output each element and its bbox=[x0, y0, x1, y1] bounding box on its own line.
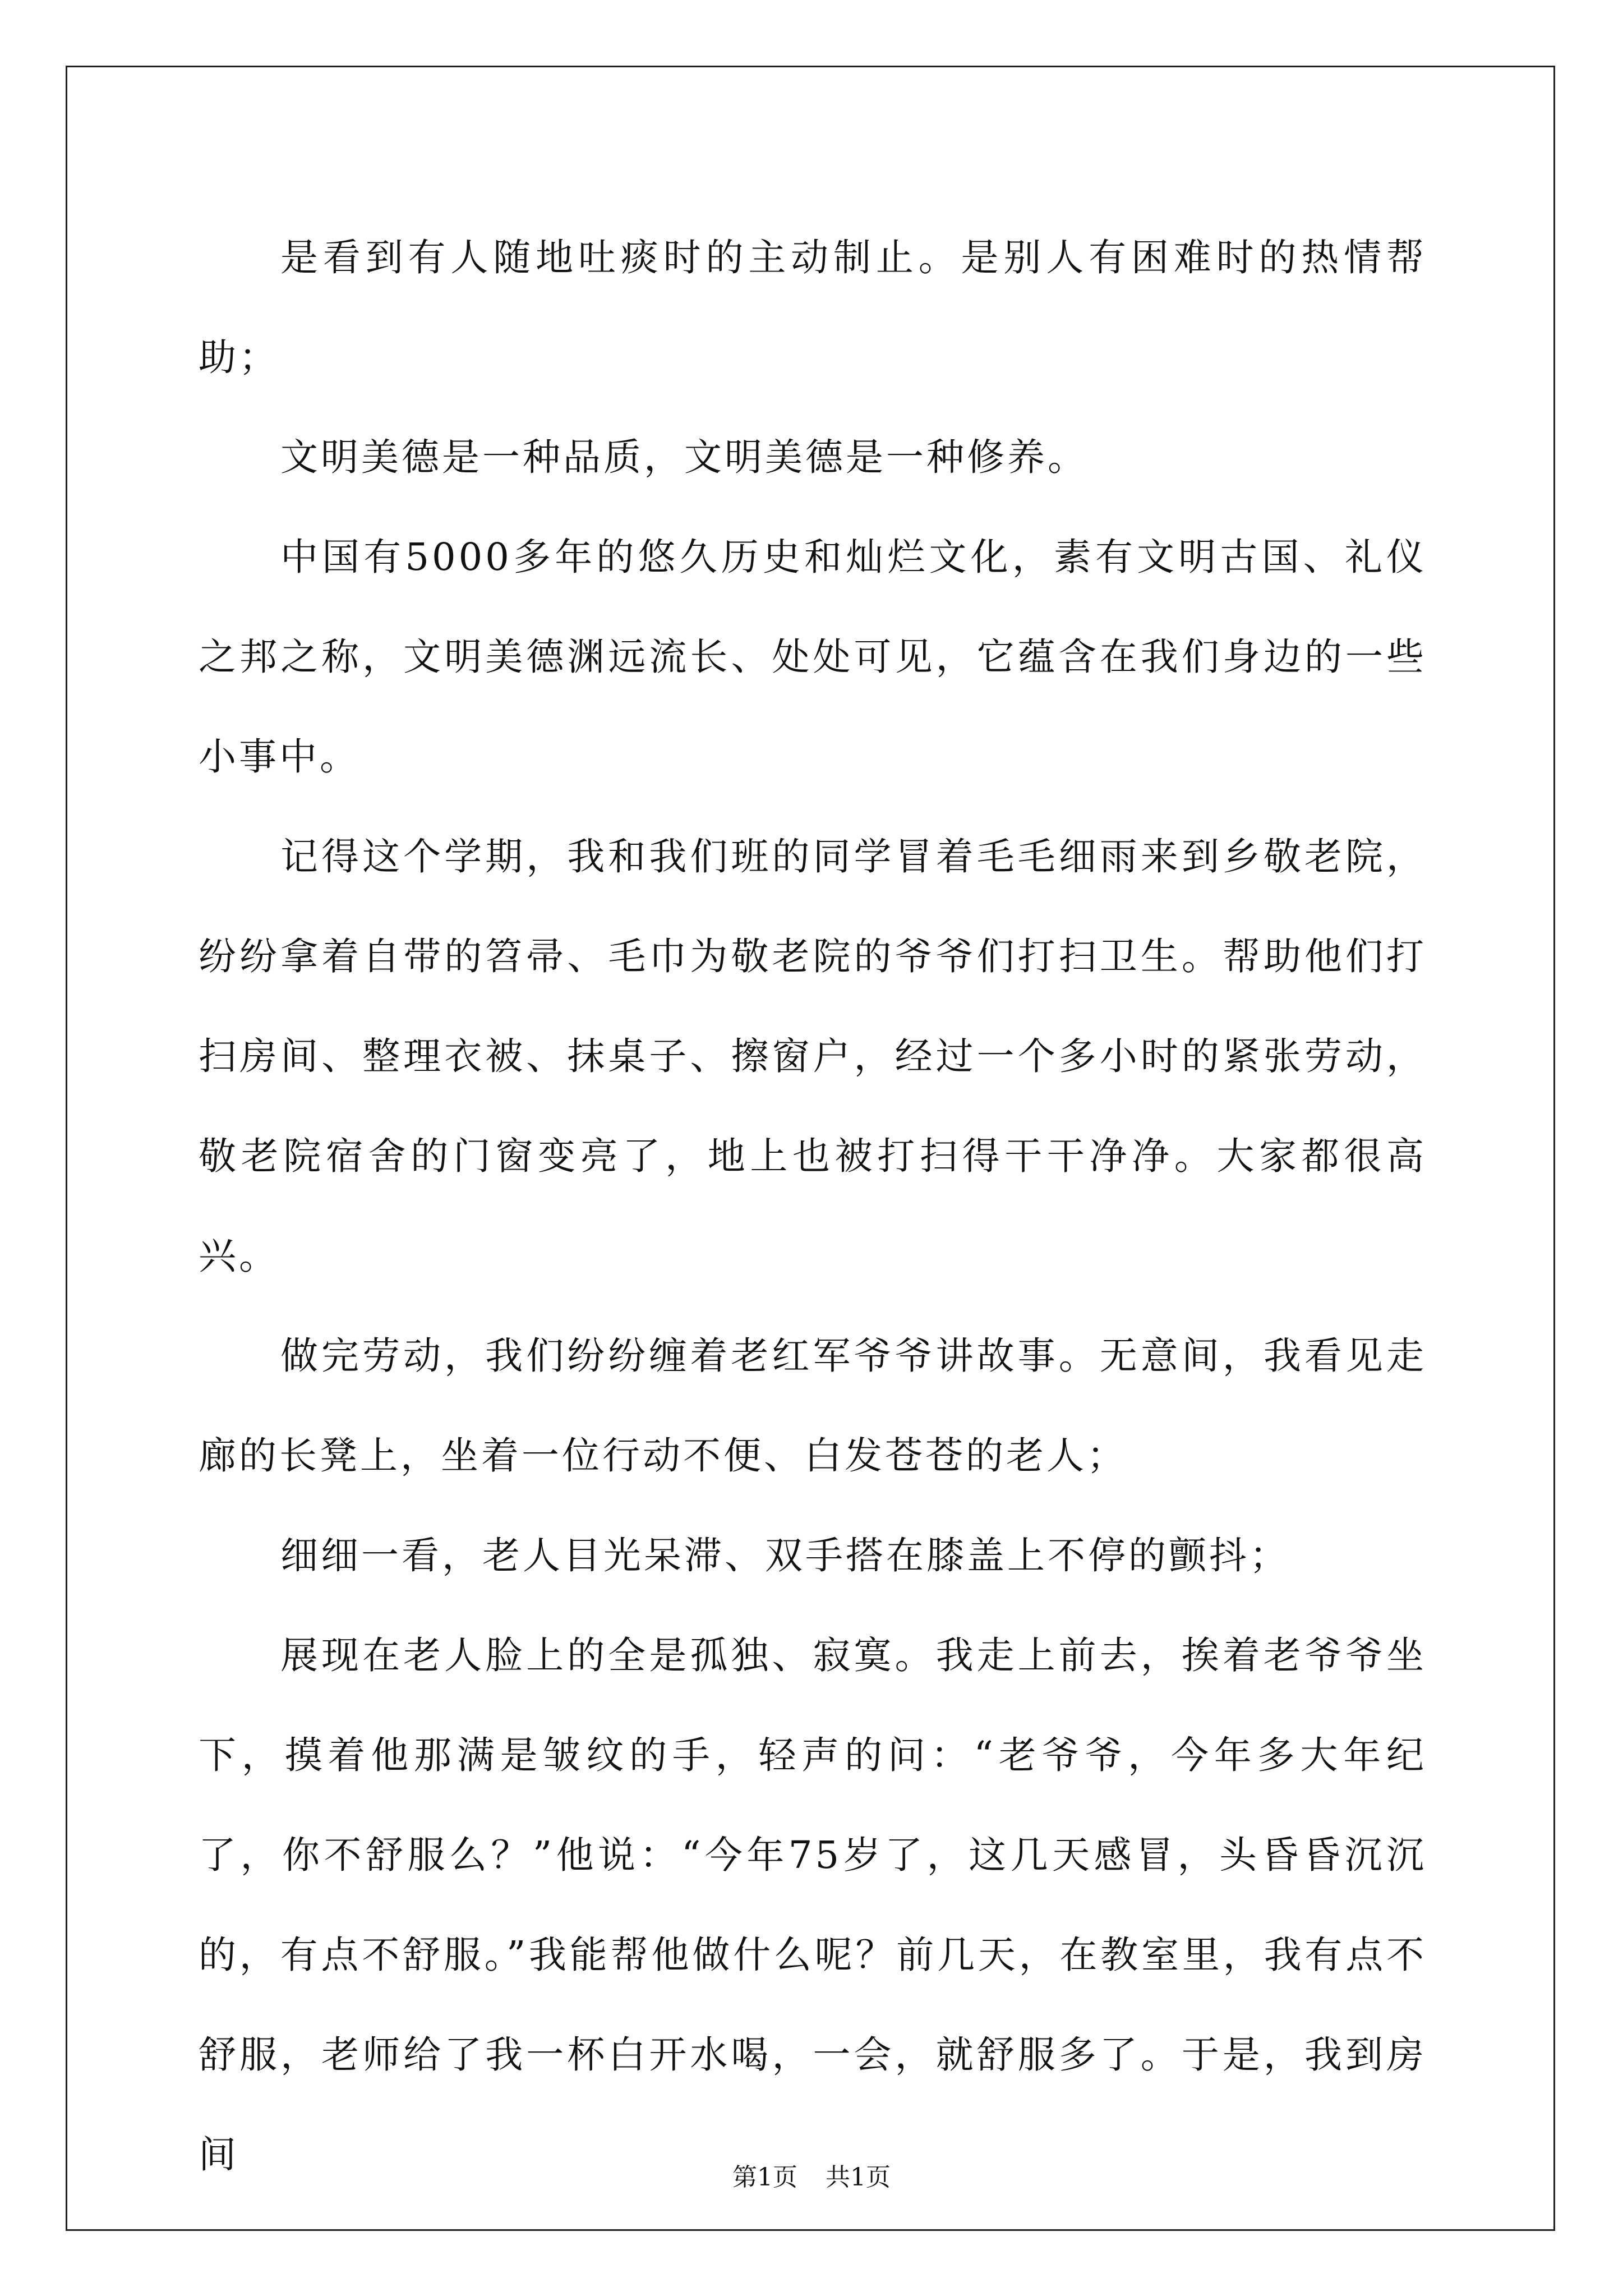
paragraph-5: 做完劳动，我们纷纷缠着老红军爷爷讲故事。无意间，我看见走廊的长凳上，坐着一位行动不便、白发苍苍的老人； bbox=[199, 1334, 1427, 1478]
page-total: 共1页 bbox=[826, 2163, 891, 2192]
paragraph-7: 展现在老人脸上的全是孤独、寂寞。我走上前去，挨着老爷爷坐下，摸着他那满是皱纹的手，轻声的问：“老爷爷，今年多大年纪了，你不舒服么？”他说：“今年75岁了，这几天感冒，头昏昏沉沉的，有点不舒服。”我能帮他做什么呢？前几天，在教室里，我有点不舒服，老师给了我一杯白开水喝，一会，就舒服多了。于是，我到房间 bbox=[199, 1634, 1427, 2177]
page-number: 第1页 bbox=[732, 2163, 797, 2192]
page-footer bbox=[0, 2157, 1623, 2193]
paragraph-1: 是看到有人随地吐痰时的主动制止。是别人有困难时的热情帮助； bbox=[199, 236, 1427, 379]
paragraph-6: 细细一看，老人目光呆滞、双手搭在膝盖上不停的颤抖； bbox=[280, 1534, 1290, 1577]
paragraph-2: 文明美德是一种品质，文明美德是一种修养。 bbox=[280, 435, 1088, 479]
paragraph-4: 记得这个学期，我和我们班的同学冒着毛毛细雨来到乡敬老院，纷纷拿着自带的笤帚、毛巾为敬老院的爷爷们打扫卫生。帮助他们打扫房间、整理衣被、抹桌子、擦窗户，经过一个多小时的紧张劳动，敬老院宿舍的门窗变亮了，地上也被打扫得干干净净。大家都很高兴。 bbox=[199, 835, 1427, 1278]
paragraph-3: 中国有5000多年的悠久历史和灿烂文化，素有文明古国、礼仪之邦之称，文明美德渊远流长、处处可见，它蕴含在我们身边的一些小事中。 bbox=[199, 535, 1427, 779]
document-body bbox=[199, 208, 1427, 2205]
